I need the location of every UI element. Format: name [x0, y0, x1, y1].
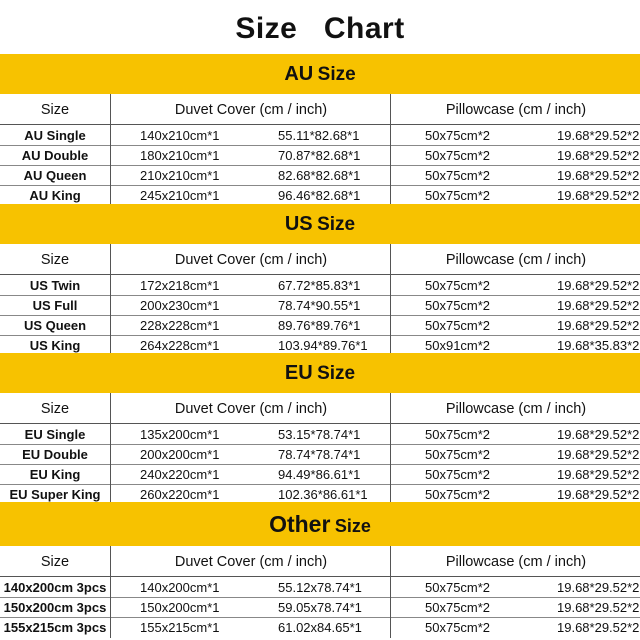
pillowcase-inch: 19.68*29.52*2	[557, 620, 640, 635]
size-name: AU Single	[24, 128, 86, 143]
table-row	[0, 316, 640, 336]
duvet-inch: 102.36*86.61*1	[278, 487, 368, 502]
column-divider	[110, 393, 111, 502]
pillowcase-cm: 50x75cm*2	[425, 188, 491, 203]
section-band-au	[0, 54, 640, 94]
size-name: EU King	[29, 467, 81, 482]
header-duvet-cover: Duvet Cover (cm / inch)	[174, 252, 328, 268]
duvet-cm: 150x200cm*1	[140, 600, 220, 615]
section-band-us	[0, 204, 640, 244]
pillowcase-cm: 50x75cm*2	[425, 600, 491, 615]
duvet-inch: 55.12x78.74*1	[278, 580, 362, 595]
section-band-eu	[0, 353, 640, 393]
section-title: US	[284, 213, 313, 235]
size-name: 140x200cm 3pcs	[3, 580, 107, 595]
table-row	[0, 465, 640, 485]
duvet-cm: 200x230cm*1	[140, 298, 220, 313]
pillowcase-cm: 50x75cm*2	[425, 467, 491, 482]
section-title: EU	[284, 362, 313, 384]
duvet-cm: 228x228cm*1	[140, 318, 220, 333]
duvet-inch: 103.94*89.76*1	[278, 338, 368, 353]
size-name: US King	[29, 338, 81, 353]
pillowcase-inch: 19.68*29.52*2	[557, 168, 640, 183]
table-header-row	[0, 549, 640, 575]
pillowcase-cm: 50x75cm*2	[425, 580, 491, 595]
duvet-cm: 140x210cm*1	[140, 128, 220, 143]
size-name: AU Double	[21, 148, 89, 163]
header-duvet-cover: Duvet Cover (cm / inch)	[174, 102, 328, 118]
section-title: AU	[284, 63, 314, 85]
pillowcase-cm: 50x75cm*2	[425, 620, 491, 635]
duvet-cm: 180x210cm*1	[140, 148, 220, 163]
size-name: AU Queen	[23, 168, 87, 183]
duvet-cm: 155x215cm*1	[140, 620, 220, 635]
header-size: Size	[40, 554, 70, 570]
header-pillowcase: Pillowcase (cm / inch)	[445, 252, 587, 268]
duvet-inch: 55.11*82.68*1	[278, 128, 360, 143]
duvet-cm: 245x210cm*1	[140, 188, 220, 203]
section-title-suffix: Size	[317, 64, 356, 85]
header-pillowcase: Pillowcase (cm / inch)	[445, 401, 587, 417]
header-duvet-cover: Duvet Cover (cm / inch)	[174, 554, 328, 570]
section-title-suffix: Size	[317, 214, 356, 235]
pillowcase-inch: 19.68*29.52*2	[557, 467, 640, 482]
duvet-inch: 96.46*82.68*1	[278, 188, 361, 203]
section-title-suffix: Size	[334, 516, 371, 536]
pillowcase-inch: 19.68*29.52*2	[557, 447, 640, 462]
section-title: Other	[269, 511, 331, 537]
table-row	[0, 598, 640, 618]
duvet-inch: 89.76*89.76*1	[278, 318, 361, 333]
duvet-cm: 135x200cm*1	[140, 427, 220, 442]
table-row	[0, 445, 640, 465]
duvet-inch: 82.68*82.68*1	[278, 168, 361, 183]
header-divider	[0, 274, 640, 275]
pillowcase-inch: 19.68*29.52*2	[557, 188, 640, 203]
pillowcase-inch: 19.68*29.52*2	[557, 148, 640, 163]
pillowcase-cm: 50x75cm*2	[425, 318, 491, 333]
table-row	[0, 425, 640, 445]
size-name: US Queen	[23, 318, 87, 333]
size-name: 155x215cm 3pcs	[3, 620, 107, 635]
duvet-cm: 264x228cm*1	[140, 338, 220, 353]
table-header-row	[0, 396, 640, 422]
size-name: 150x200cm 3pcs	[3, 600, 107, 615]
duvet-cm: 260x220cm*1	[140, 487, 220, 502]
section-title-suffix: Size	[317, 363, 356, 384]
pillowcase-inch: 19.68*29.52*2	[557, 318, 640, 333]
pillowcase-cm: 50x75cm*2	[425, 427, 491, 442]
header-pillowcase: Pillowcase (cm / inch)	[445, 554, 587, 570]
header-duvet-cover: Duvet Cover (cm / inch)	[174, 401, 328, 417]
table-row	[0, 166, 640, 186]
header-divider	[0, 423, 640, 424]
table-row	[0, 146, 640, 166]
pillowcase-cm: 50x75cm*2	[425, 148, 491, 163]
size-name: EU Double	[22, 447, 88, 462]
pillowcase-cm: 50x75cm*2	[425, 168, 491, 183]
column-divider	[390, 244, 391, 353]
pillowcase-inch: 19.68*29.52*2	[557, 278, 640, 293]
duvet-inch: 78.74*90.55*1	[278, 298, 361, 313]
pillowcase-inch: 19.68*29.52*2	[557, 427, 640, 442]
size-name: EU Super King	[9, 487, 101, 502]
column-divider	[110, 546, 111, 638]
table-header-row	[0, 97, 640, 123]
chart-title: Size Chart	[235, 12, 405, 45]
pillowcase-cm: 50x75cm*2	[425, 447, 491, 462]
table-row	[0, 126, 640, 146]
pillowcase-cm: 50x75cm*2	[425, 298, 491, 313]
column-divider	[390, 546, 391, 638]
header-size: Size	[40, 401, 70, 417]
pillowcase-cm: 50x91cm*2	[425, 338, 491, 353]
duvet-cm: 140x200cm*1	[140, 580, 220, 595]
duvet-inch: 70.87*82.68*1	[278, 148, 361, 163]
column-divider	[110, 244, 111, 353]
pillowcase-cm: 50x75cm*2	[425, 278, 491, 293]
table-header-row	[0, 247, 640, 273]
header-divider	[0, 124, 640, 125]
pillowcase-inch: 19.68*29.52*2	[557, 298, 640, 313]
duvet-inch: 61.02x84.65*1	[278, 620, 362, 635]
duvet-cm: 200x200cm*1	[140, 447, 220, 462]
duvet-cm: 210x210cm*1	[140, 168, 220, 183]
pillowcase-inch: 19.68*29.52*2	[557, 487, 640, 502]
column-divider	[390, 94, 391, 204]
column-divider	[390, 393, 391, 502]
header-divider	[0, 576, 640, 577]
table-row	[0, 276, 640, 296]
size-name: AU King	[29, 188, 81, 203]
header-size: Size	[40, 252, 70, 268]
pillowcase-inch: 19.68*35.83*2	[557, 338, 640, 353]
pillowcase-inch: 19.68*29.52*2	[557, 580, 640, 595]
table-row	[0, 296, 640, 316]
section-band-other	[0, 502, 640, 546]
table-row	[0, 618, 640, 638]
column-divider	[110, 94, 111, 204]
pillowcase-inch: 19.68*29.52*2	[557, 600, 640, 615]
duvet-inch: 53.15*78.74*1	[278, 427, 361, 442]
pillowcase-cm: 50x75cm*2	[425, 487, 491, 502]
header-size: Size	[40, 102, 70, 118]
size-name: US Twin	[29, 278, 81, 293]
header-pillowcase: Pillowcase (cm / inch)	[445, 102, 587, 118]
duvet-cm: 240x220cm*1	[140, 467, 220, 482]
pillowcase-cm: 50x75cm*2	[425, 128, 491, 143]
duvet-inch: 67.72*85.83*1	[278, 278, 361, 293]
duvet-inch: 94.49*86.61*1	[278, 467, 361, 482]
size-name: US Full	[32, 298, 78, 313]
table-row	[0, 578, 640, 598]
duvet-inch: 78.74*78.74*1	[278, 447, 361, 462]
duvet-cm: 172x218cm*1	[140, 278, 220, 293]
pillowcase-inch: 19.68*29.52*2	[557, 128, 640, 143]
duvet-inch: 59.05x78.74*1	[278, 600, 362, 615]
size-name: EU Single	[24, 427, 86, 442]
table-row	[0, 186, 640, 206]
